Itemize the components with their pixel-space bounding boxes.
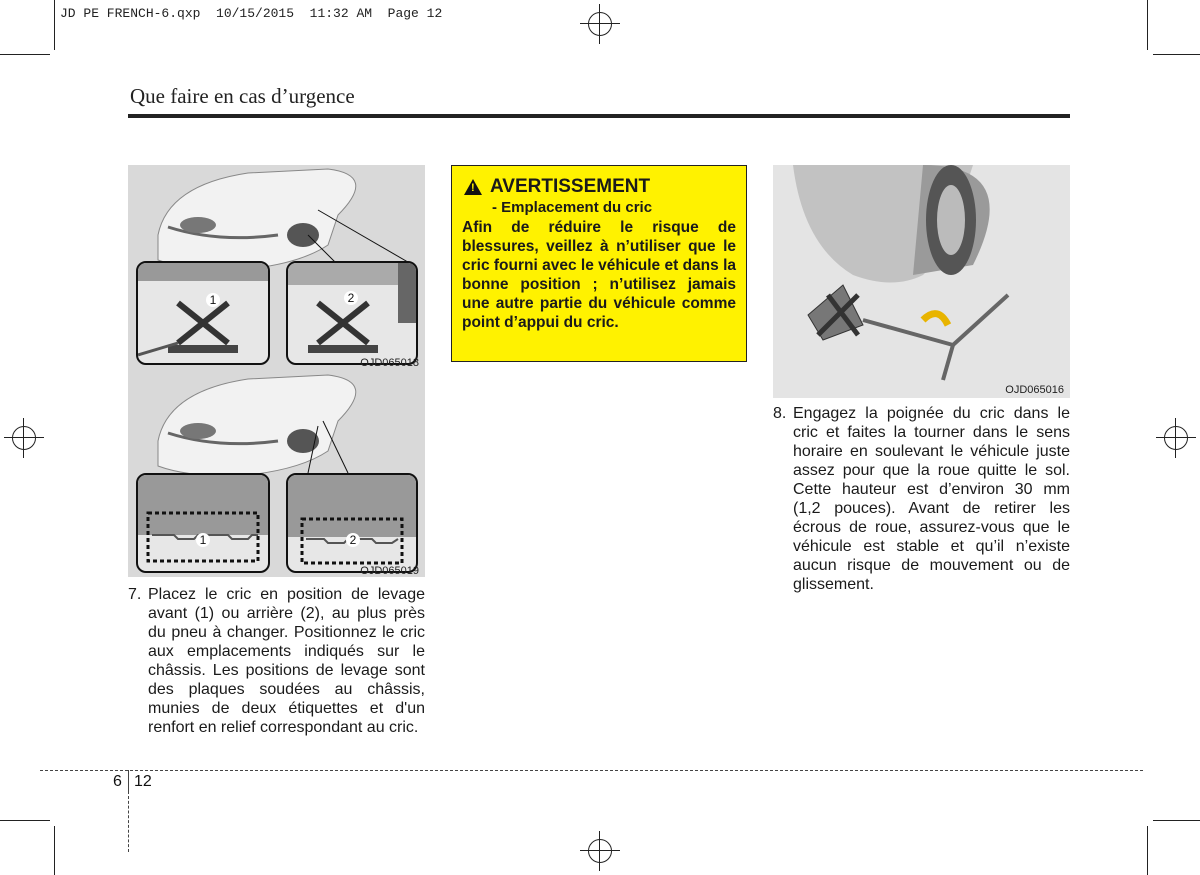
lift-point-plate-icon (138, 475, 268, 571)
step-text: Placez le cric en position de levage avant (1) ou arrière (2), au plus près du pneu à changer. Positionnez le cric aux emplacements indiqués sur le châssis. Les positions de levage sont des plaques soudées au châssis, munies de deux étiquettes et d'un renfort en relief correspondant au cric. (148, 586, 425, 736)
figure-lift-points (128, 371, 425, 577)
callout-rear-lift-point (286, 473, 418, 573)
registration-mark-bottom (580, 831, 620, 871)
figure-code: OJD065018 (360, 357, 419, 369)
lift-point-plate-icon (288, 475, 416, 571)
warning-title: AVERTISSEMENT (490, 176, 651, 197)
footer-dashed-vertical (128, 796, 129, 852)
figure-code: OJD065019 (360, 565, 419, 577)
warning-triangle-icon: ! (464, 179, 482, 195)
chapter-number: 6 (113, 773, 122, 790)
warning-box (451, 165, 747, 362)
printer-slug: JD PE FRENCH-6.qxp 10/15/2015 11:32 AM Page 12 (60, 6, 443, 21)
page-number: 12 (134, 773, 152, 790)
callout-front-jack (136, 261, 270, 365)
scissor-jack-icon (138, 263, 268, 363)
callout-rear-jack (286, 261, 418, 365)
figure-jack-handle (773, 165, 1070, 398)
jack-handle-illustration (773, 165, 1070, 398)
figure-jack-positions (128, 165, 425, 371)
footer-dashed-rule (40, 770, 1143, 771)
warning-subtitle: - Emplacement du cric (492, 199, 653, 216)
title-rule (128, 114, 1070, 118)
step-number: 7. (128, 586, 142, 603)
callout-number-1: 1 (196, 533, 210, 547)
callout-number-1: 1 (206, 293, 220, 307)
warning-body: Afin de réduire le risque de blessures, veillez à n’utiliser que le cric fourni avec le véhicule et dans la bonne position ; n’utilisez jamais une autre partie du véhicule comme point d’appui du cric. (462, 219, 736, 331)
step-7 (128, 585, 425, 737)
page-number-separator (128, 770, 129, 794)
scissor-jack-icon (288, 263, 416, 363)
registration-mark-left (4, 418, 44, 458)
callout-number-2: 2 (346, 533, 360, 547)
registration-mark-top (580, 4, 620, 44)
callout-number-2: 2 (344, 291, 358, 305)
figure-code: OJD065016 (1005, 384, 1064, 396)
registration-mark-right (1156, 418, 1196, 458)
section-title: Que faire en cas d’urgence (130, 84, 355, 108)
step-text: Engagez la poignée du cric dans le cric et faites la tourner dans le sens horaire en soulevant le véhicule juste assez pour que la roue quitte le sol. Cette hauteur est d’environ 30 mm (1,2 pouces). Avant de retirer les écrous de roue, assurez-vous que le véhicule est stable et qu’il n’existe aucun risque de mouvement ou de glissement. (793, 405, 1070, 593)
step-8 (773, 404, 1070, 594)
callout-front-lift-point (136, 473, 270, 573)
step-number: 8. (773, 405, 787, 422)
